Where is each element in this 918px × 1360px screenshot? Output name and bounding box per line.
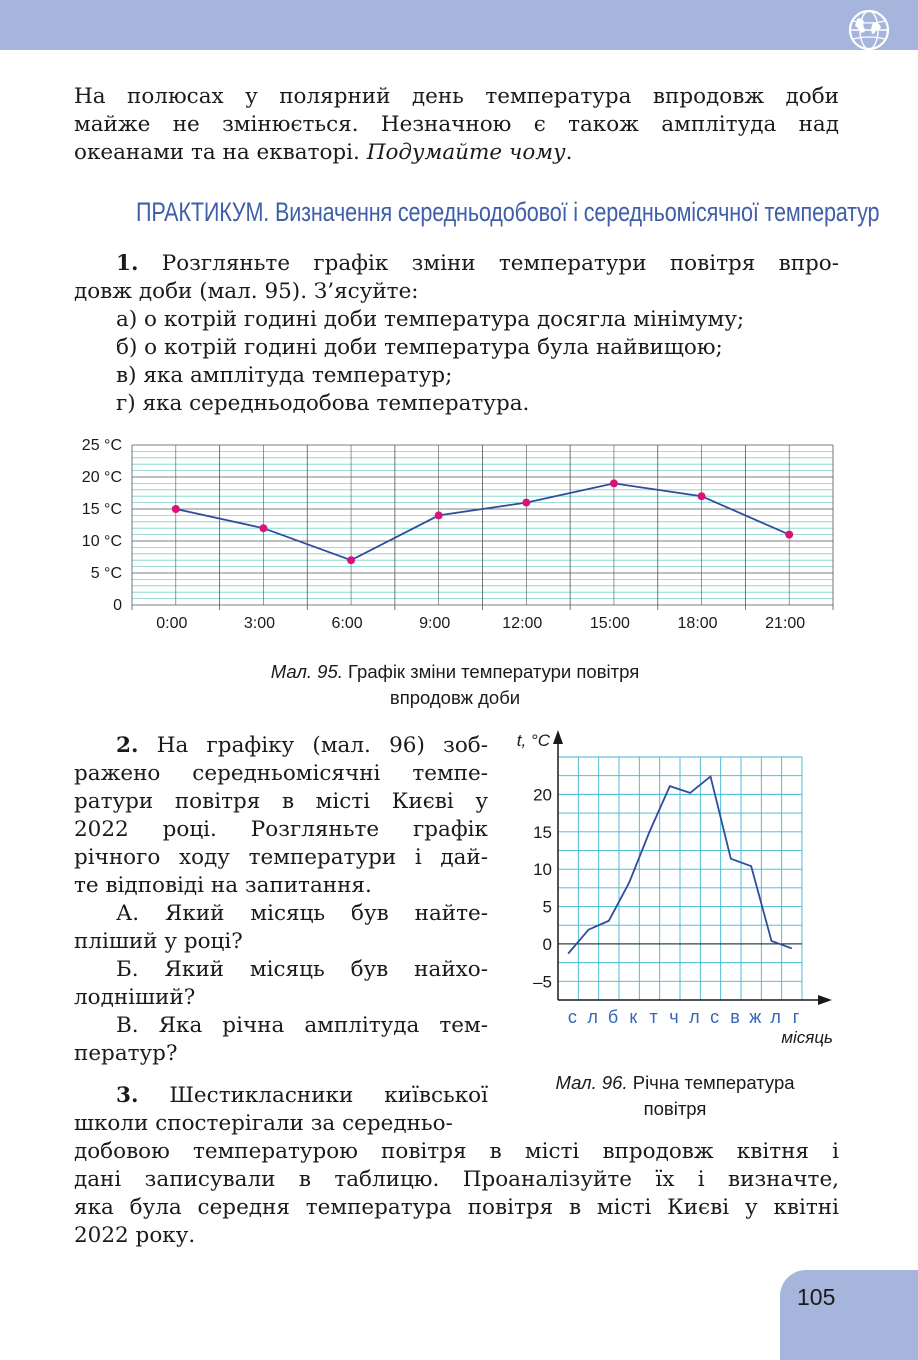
month-label: к xyxy=(629,1007,638,1027)
month-label: ч xyxy=(669,1007,679,1027)
intro-line-1: На полюсах у полярний день температура впродовж доби xyxy=(74,84,839,109)
month-label: л xyxy=(689,1007,700,1027)
y-tick-label: 15 xyxy=(533,822,552,842)
task2-line-6: те відповіді на запитання. xyxy=(74,873,372,898)
task2-line-1-text: На графіку (мал. 96) зоб- xyxy=(156,733,488,758)
figure96-caption xyxy=(515,1070,835,1122)
task2-line-5: річного ходу температури і дай- xyxy=(74,845,488,870)
task1-item-b: б) о котрій годині доби температура була найвищою; xyxy=(116,335,723,360)
task3-line-6: 2022 року. xyxy=(74,1223,196,1248)
y-tick-label: 5 °C xyxy=(90,565,122,582)
y-tick-label: 0 xyxy=(542,934,552,954)
month-label: г xyxy=(792,1007,800,1027)
intro-line-3-end: . xyxy=(565,140,573,165)
figure95-caption-label: Мал. 95. xyxy=(270,661,343,682)
y-axis-label: t, °C xyxy=(516,731,550,750)
task1-item-a: а) о котрій годині доби температура досягла мінімуму; xyxy=(116,307,745,332)
x-tick-label: 18:00 xyxy=(677,615,718,632)
month-label: в xyxy=(730,1007,740,1027)
x-axis-arrow-icon xyxy=(818,995,832,1005)
x-tick-label: 9:00 xyxy=(419,615,451,632)
task2-question-b-line-1: Б. Який місяць був найхо- xyxy=(116,957,488,982)
month-label: л xyxy=(587,1007,598,1027)
intro-line-3-main: океанами та на екваторі. xyxy=(74,140,367,165)
y-tick-label: –5 xyxy=(533,972,552,992)
x-tick-label: 6:00 xyxy=(331,615,363,632)
task1-line-2: довж доби (мал. 95). З’ясуйте: xyxy=(74,279,419,304)
data-point xyxy=(172,505,180,513)
section-heading: ПРАКТИКУМ. Визначення середньодобової і середньомісячної температур xyxy=(136,197,880,227)
figure96-caption-line-1: Річна температура xyxy=(632,1072,795,1093)
y-tick-label: 0 xyxy=(113,597,122,614)
x-tick-label: 0:00 xyxy=(156,615,188,632)
task1-item-d: г) яка середньодобова температура. xyxy=(116,391,530,416)
month-label: с xyxy=(710,1007,720,1027)
month-label: б xyxy=(607,1007,619,1027)
task2-question-a-line-2: пліший у році? xyxy=(74,929,243,954)
y-tick-label: 20 °C xyxy=(81,469,122,486)
task2-line-4: 2022 році. Розгляньте графік xyxy=(74,817,488,842)
figure95-caption xyxy=(220,659,690,711)
data-point xyxy=(698,492,706,500)
x-axis-label: місяць xyxy=(781,1028,833,1047)
task1-number: 1. xyxy=(116,251,139,276)
task2-question-c-line-2: ператур? xyxy=(74,1041,178,1066)
header-band xyxy=(0,0,918,50)
figure95-caption-line-2: впродовж доби xyxy=(389,687,521,708)
page-number: 105 xyxy=(797,1284,836,1310)
y-tick-label: 10 °C xyxy=(81,533,122,550)
task1-line-1 xyxy=(116,250,839,278)
intro-line-3-italic: Подумайте чому xyxy=(366,140,566,165)
month-label: с xyxy=(567,1007,577,1027)
figure95-caption-line-1: Графік зміни температури повітря xyxy=(348,661,640,682)
month-label: т xyxy=(649,1007,658,1027)
task3-line-2: школи спостерігали за середньо- xyxy=(74,1111,453,1136)
task2-line-2: ражено середньомісячні темпе- xyxy=(74,761,488,786)
x-tick-label: 3:00 xyxy=(243,615,276,632)
task3-line-1 xyxy=(116,1082,488,1110)
task2-question-b-line-2: лодніший? xyxy=(74,985,196,1010)
intro-line-3 xyxy=(74,139,839,167)
task2-question-a-line-1: А. Який місяць був найте- xyxy=(116,901,488,926)
y-tick-label: 5 xyxy=(542,897,552,917)
task3-line-1-text: Шестикласники київської xyxy=(169,1083,488,1108)
month-label: л xyxy=(770,1007,781,1027)
data-point xyxy=(785,531,793,539)
daily-temperature-chart xyxy=(0,430,918,640)
task2-number: 2. xyxy=(116,733,139,758)
figure96-caption-label: Мал. 96. xyxy=(555,1072,628,1093)
y-axis-arrow-icon xyxy=(553,730,563,744)
y-tick-label: 25 °C xyxy=(81,437,122,454)
task2-question-c-line-1: В. Яка річна амплітуда тем- xyxy=(116,1013,488,1038)
task1-item-c: в) яка амплітуда температур; xyxy=(116,363,453,388)
x-tick-label: 12:00 xyxy=(502,615,543,632)
x-tick-label: 15:00 xyxy=(589,615,630,632)
y-tick-label: 10 xyxy=(533,860,552,880)
task2-line-1 xyxy=(116,732,488,760)
data-point xyxy=(347,556,355,564)
globe-icon xyxy=(848,9,890,51)
data-point xyxy=(435,511,443,519)
intro-line-2: майже не змінюється. Незначною є також амплітуда над xyxy=(74,112,839,137)
y-tick-label: 20 xyxy=(533,785,552,805)
task3-line-5: яка була середня температура повітря в місті Києві у квітні xyxy=(74,1195,839,1220)
y-tick-label: 15 °C xyxy=(81,501,122,518)
task2-line-3: ратури повітря в місті Києві у xyxy=(74,789,488,814)
annual-temperature-chart xyxy=(500,722,845,1052)
task3-number: 3. xyxy=(116,1083,139,1108)
month-label: ж xyxy=(749,1007,762,1027)
data-point xyxy=(610,479,618,487)
data-point xyxy=(259,524,267,532)
task1-line-1-text: Розгляньте графік зміни температури повітря впро- xyxy=(161,251,839,276)
task3-line-3: добовою температурою повітря в місті впродовж квітня і xyxy=(74,1139,839,1164)
figure96-caption-line-2: повітря xyxy=(643,1098,707,1119)
x-tick-label: 21:00 xyxy=(765,615,806,632)
data-point xyxy=(522,499,530,507)
task3-line-4: дані записували в таблицю. Проаналізуйте їх і визначте, xyxy=(74,1167,839,1192)
